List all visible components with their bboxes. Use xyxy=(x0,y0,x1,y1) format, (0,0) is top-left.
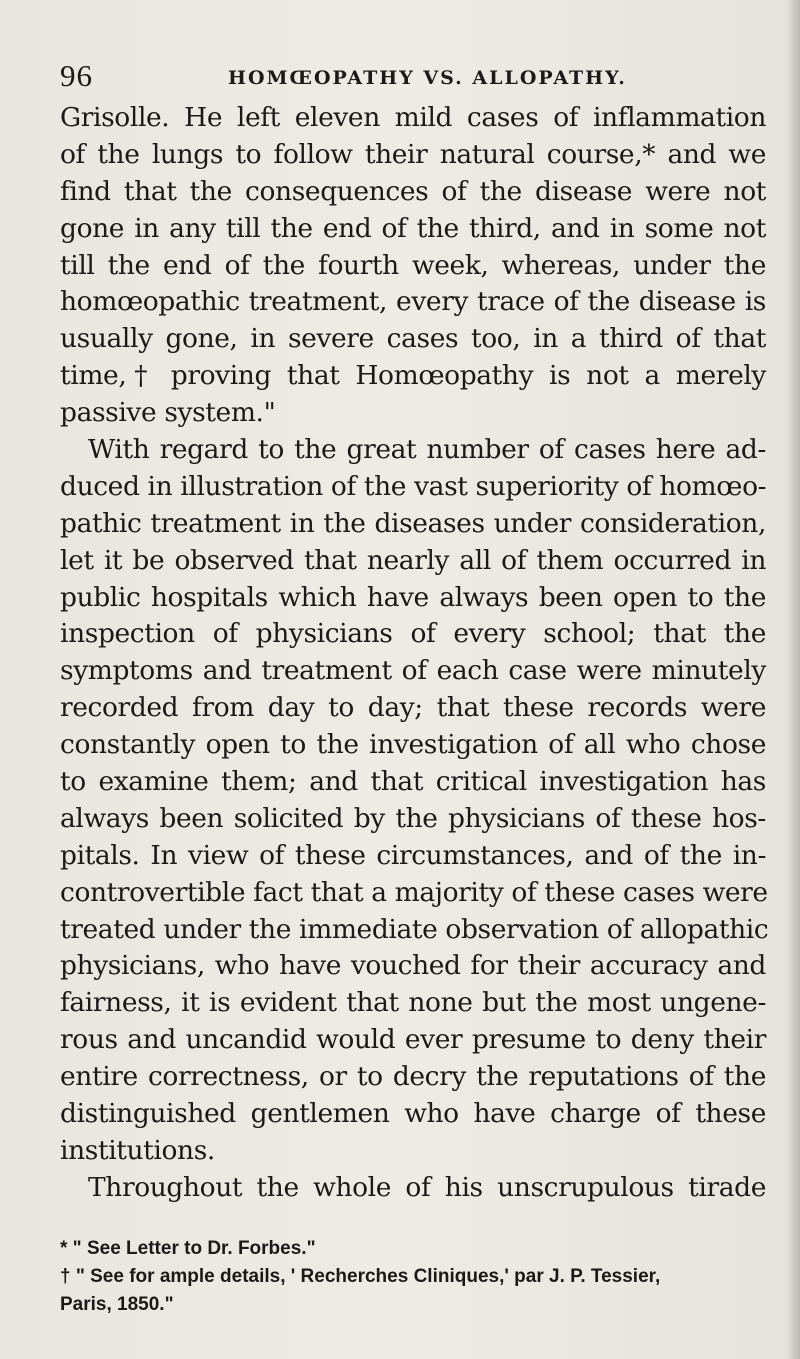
text-line: symptoms and treatment of each case were minutely xyxy=(60,655,766,687)
text-line: let it be observed that nearly all of them occurred in xyxy=(60,544,766,576)
text-line: find that the consequences of the disease were not xyxy=(60,175,766,207)
page-header xyxy=(60,58,760,98)
text-line: public hospitals which have always been open to the xyxy=(60,581,766,613)
text-line: always been solicited by the physicians of these hos- xyxy=(60,802,766,834)
text-line: treated under the immediate observation of allopathic xyxy=(60,913,769,945)
text-line: of the lungs to follow their natural course,* and we xyxy=(60,138,766,170)
text-line: constantly open to the investigation of all who chose xyxy=(60,729,766,761)
text-line: controvertible fact that a majority of these cases were xyxy=(60,876,768,908)
body-text xyxy=(60,100,769,1207)
running-head: HOMŒOPATHY VS. ALLOPATHY. xyxy=(228,67,627,89)
text-line: entire correctness, or to decry the reputations of the xyxy=(60,1061,766,1093)
text-line: passive system." xyxy=(60,397,276,429)
text-line: Throughout the whole of his unscrupulous tirade xyxy=(88,1171,766,1203)
text-line: Grisolle. He left eleven mild cases of inflammation xyxy=(60,102,766,133)
page-number: 96 xyxy=(60,58,93,93)
text-line: gone in any till the end of the third, and in some not xyxy=(60,212,766,244)
text-line: pathic treatment in the diseases under consideration, xyxy=(60,507,766,539)
text-line: With regard to the great number of cases here ad- xyxy=(88,434,766,466)
text-line: physicians, who have vouched for their accuracy and xyxy=(60,950,766,982)
text-line: distinguished gentlemen who have charge of these xyxy=(60,1098,766,1130)
text-line: usually gone, in severe cases too, in a third of that xyxy=(60,323,766,355)
text-line: rous and uncandid would ever presume to deny their xyxy=(60,1024,766,1056)
text-line: to examine them; and that critical investigation has xyxy=(60,766,766,798)
text-line: duced in illustration of the vast superiority of homœo- xyxy=(60,470,767,502)
footnote: Paris, 1850." xyxy=(60,1294,174,1315)
footnote: * " See Letter to Dr. Forbes." xyxy=(60,1238,316,1259)
text-line: time,† proving that Homœopathy is not a merely xyxy=(60,360,766,392)
text-line: inspection of physicians of every school; that the xyxy=(60,618,766,650)
footnotes xyxy=(60,1235,766,1319)
text-line: pitals. In view of these circumstances, and of the in- xyxy=(60,839,766,871)
text-line: fairness, it is evident that none but the most ungene- xyxy=(60,987,766,1019)
text-line: till the end of the fourth week, whereas, under the xyxy=(60,249,766,281)
text-line: recorded from day to day; that these records were xyxy=(60,692,766,724)
text-line: homœopathic treatment, every trace of the disease is xyxy=(60,286,766,318)
page-edge-shadow xyxy=(786,0,800,1359)
footnote: † " See for ample details, ' Recherches Cliniques,' par J. P. Tessier, xyxy=(60,1266,661,1287)
text-line: institutions. xyxy=(60,1134,215,1166)
